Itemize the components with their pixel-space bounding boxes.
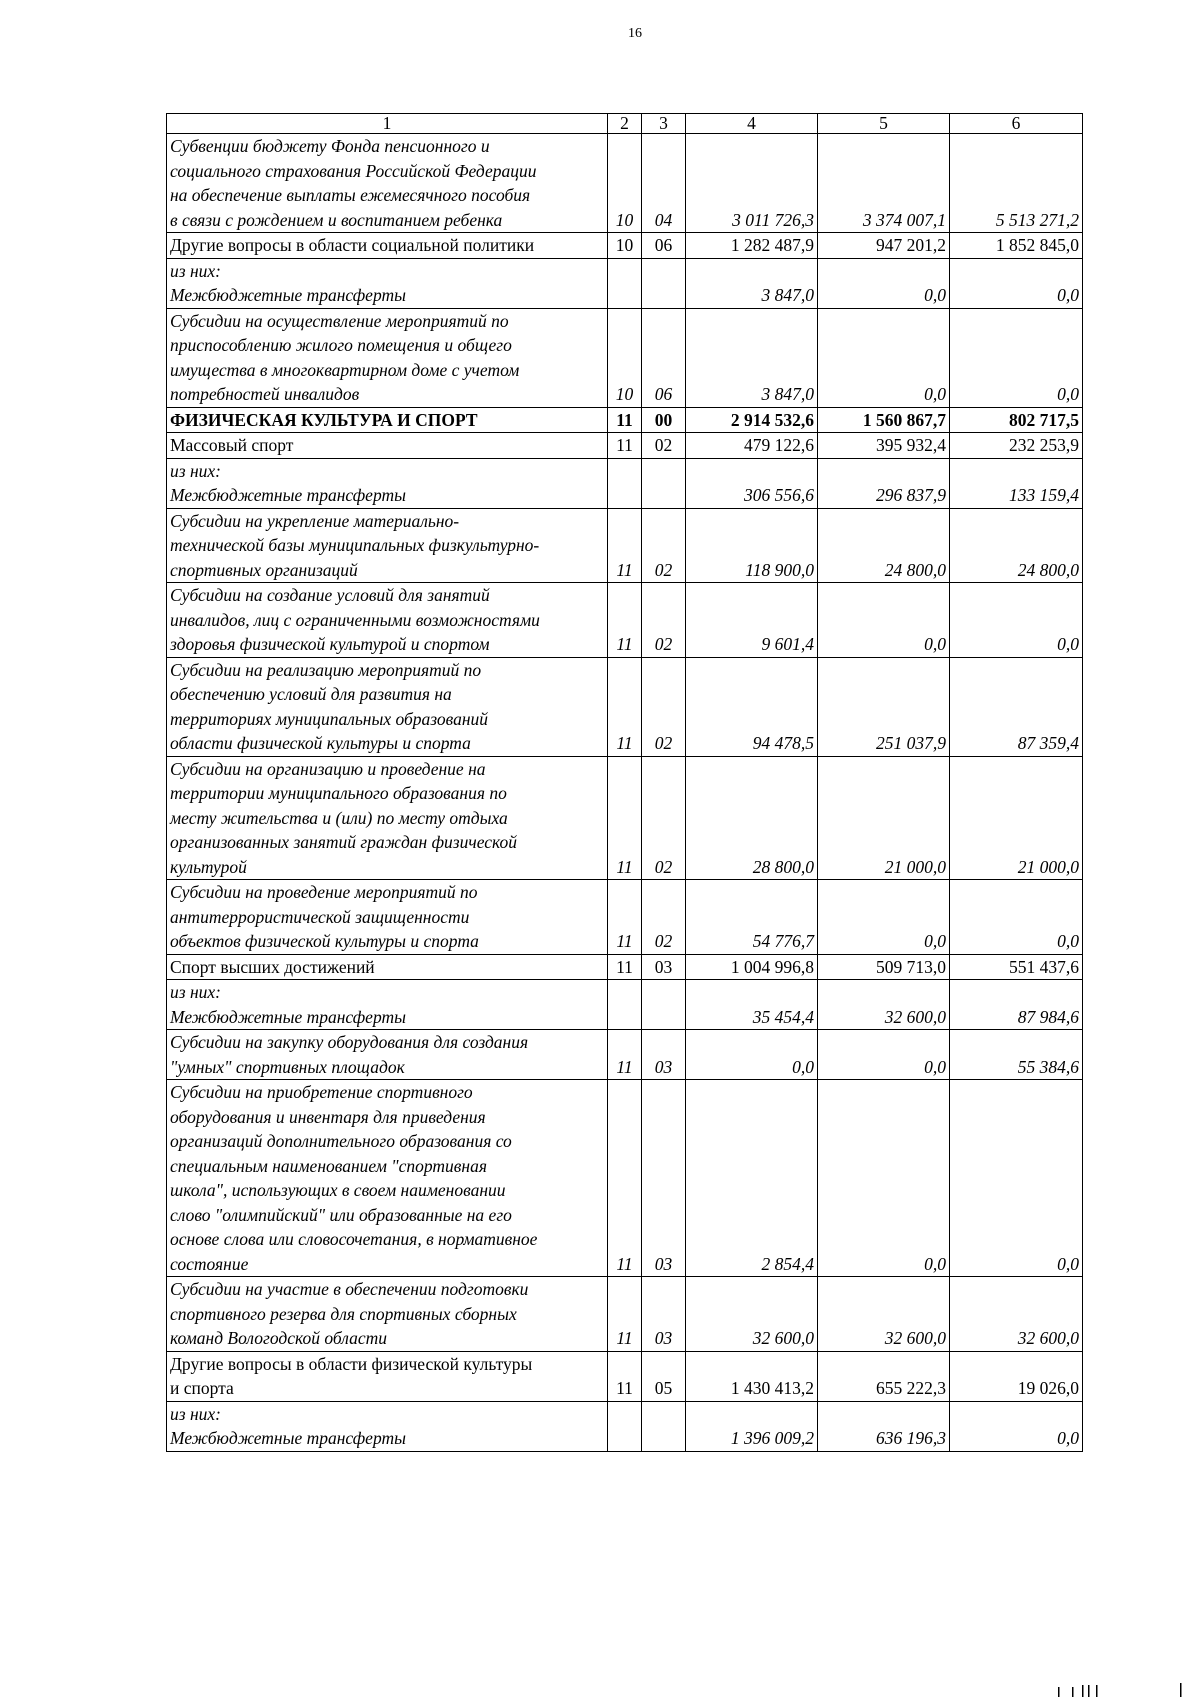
subsection-code: 02 (642, 433, 686, 459)
amount-col-6: 87 359,4 (950, 657, 1083, 756)
section-code: 11 (608, 954, 642, 980)
description-line: Субсидии на создание условий для занятий (170, 585, 490, 605)
description-line: из них: (170, 260, 221, 281)
header-col-5: 5 (818, 114, 950, 134)
header-col-1: 1 (167, 114, 608, 134)
row-description (167, 1080, 608, 1277)
subsection-code: 02 (642, 880, 686, 955)
amount-col-6: 0,0 (950, 1080, 1083, 1277)
amount-col-4: 3 847,0 (686, 308, 818, 407)
amount-col-5: 0,0 (818, 258, 950, 308)
amount-col-6: 133 159,4 (950, 458, 1083, 508)
section-code: 11 (608, 657, 642, 756)
subsection-code: 02 (642, 508, 686, 583)
header-col-6: 6 (950, 114, 1083, 134)
scan-marks-decoration (1048, 1683, 1188, 1697)
table-row (167, 407, 1083, 433)
description-line: обеспечению условий для развития на (170, 684, 452, 704)
description-line: приспособлению жилого помещения и общего (170, 335, 512, 355)
amount-col-5: 947 201,2 (818, 233, 950, 259)
amount-col-4: 0,0 (686, 1030, 818, 1080)
section-code: 11 (608, 433, 642, 459)
header-col-4: 4 (686, 114, 818, 134)
table-row (167, 1030, 1083, 1080)
description-line: Субсидии на приобретение спортивного (170, 1082, 473, 1102)
table-row (167, 1277, 1083, 1352)
table-row (167, 1351, 1083, 1401)
budget-table (166, 113, 1083, 1452)
amount-col-6: 55 384,6 (950, 1030, 1083, 1080)
description-line: территориях муниципальных образований (170, 708, 489, 729)
row-description (167, 657, 608, 756)
row-description (167, 756, 608, 880)
subsection-code: 02 (642, 583, 686, 658)
subsection-code: 02 (642, 657, 686, 756)
row-description (167, 458, 608, 508)
description-line: потребностей инвалидов (170, 384, 360, 404)
amount-col-5: 0,0 (818, 583, 950, 658)
description-line: территории муниципального образования по (170, 783, 507, 803)
section-code: 11 (608, 1351, 642, 1401)
subsection-code (642, 980, 686, 1030)
description-line: Межбюджетные трансферты (170, 1428, 406, 1448)
amount-col-5: 395 932,4 (818, 433, 950, 459)
amount-col-5: 636 196,3 (818, 1401, 950, 1451)
amount-col-5: 21 000,0 (818, 756, 950, 880)
amount-col-6: 232 253,9 (950, 433, 1083, 459)
table-row (167, 1080, 1083, 1277)
amount-col-5: 0,0 (818, 880, 950, 955)
row-description (167, 233, 608, 259)
table-row (167, 508, 1083, 583)
table-row (167, 458, 1083, 508)
section-code (608, 1401, 642, 1451)
description-line: имущества в многоквартирном доме с учетом (170, 359, 520, 380)
subsection-code: 02 (642, 756, 686, 880)
subsection-code: 03 (642, 954, 686, 980)
amount-col-5: 3 374 007,1 (818, 134, 950, 233)
row-description (167, 1030, 608, 1080)
amount-col-4: 2 854,4 (686, 1080, 818, 1277)
section-code (608, 258, 642, 308)
description-line: "умных" спортивных площадок (170, 1056, 405, 1077)
table-row (167, 134, 1083, 233)
amount-col-5: 251 037,9 (818, 657, 950, 756)
amount-col-4: 306 556,6 (686, 458, 818, 508)
subsection-code: 06 (642, 308, 686, 407)
section-code: 10 (608, 134, 642, 233)
description-line: Субсидии на закупку оборудования для создания (170, 1032, 529, 1052)
description-line: Субвенции бюджету Фонда пенсионного и (170, 136, 490, 156)
section-code (608, 458, 642, 508)
description-line: Межбюджетные трансферты (170, 1006, 406, 1027)
subsection-code: 00 (642, 407, 686, 433)
amount-col-6: 24 800,0 (950, 508, 1083, 583)
table-row (167, 1401, 1083, 1451)
amount-col-5: 1 560 867,7 (818, 407, 950, 433)
description-line: области физической культуры и спорта (170, 733, 471, 753)
amount-col-6: 0,0 (950, 308, 1083, 407)
table-row (167, 258, 1083, 308)
section-code (608, 980, 642, 1030)
section-code: 11 (608, 880, 642, 955)
table-row (167, 980, 1083, 1030)
description-line: и спорта (170, 1378, 234, 1398)
subsection-code: 03 (642, 1080, 686, 1277)
row-description (167, 980, 608, 1030)
amount-col-4: 54 776,7 (686, 880, 818, 955)
row-description (167, 134, 608, 233)
description-line: из них: (170, 1403, 221, 1424)
amount-col-4: 2 914 532,6 (686, 407, 818, 433)
amount-col-6: 5 513 271,2 (950, 134, 1083, 233)
row-description (167, 880, 608, 955)
description-line: Субсидии на организацию и проведение на (170, 758, 486, 779)
amount-col-4: 1 282 487,9 (686, 233, 818, 259)
row-description (167, 308, 608, 407)
amount-col-6: 0,0 (950, 1401, 1083, 1451)
table-row (167, 233, 1083, 259)
amount-col-6: 0,0 (950, 583, 1083, 658)
amount-col-6: 802 717,5 (950, 407, 1083, 433)
subsection-code: 05 (642, 1351, 686, 1401)
section-code: 11 (608, 1080, 642, 1277)
table-header-row (167, 114, 1083, 134)
description-line: социального страхования Российской Федерации (170, 160, 537, 181)
subsection-code: 03 (642, 1030, 686, 1080)
description-line: Межбюджетные трансферты (170, 485, 406, 505)
table-row (167, 954, 1083, 980)
description-line: слово "олимпийский" или образованные на его (170, 1204, 512, 1225)
description-line: технической базы муниципальных физкультурно- (170, 535, 540, 555)
table-row (167, 756, 1083, 880)
budget-table-body (167, 114, 1083, 1452)
amount-col-5: 0,0 (818, 308, 950, 407)
amount-col-4: 9 601,4 (686, 583, 818, 658)
subsection-code: 04 (642, 134, 686, 233)
description-line: Субсидии на осуществление мероприятий по (170, 310, 509, 331)
amount-col-5: 509 713,0 (818, 954, 950, 980)
description-line: Субсидии на реализацию мероприятий по (170, 659, 482, 680)
row-description (167, 508, 608, 583)
description-line: Другие вопросы в области социальной политики (170, 235, 535, 255)
description-line: из них: (170, 460, 221, 481)
amount-col-4: 3 847,0 (686, 258, 818, 308)
amount-col-5: 0,0 (818, 1080, 950, 1277)
header-col-2: 2 (608, 114, 642, 134)
description-line: Субсидии на участие в обеспечении подготовки (170, 1279, 529, 1299)
description-line: антитеррористической защищенности (170, 906, 470, 927)
row-description (167, 433, 608, 459)
table-row (167, 880, 1083, 955)
table-row (167, 308, 1083, 407)
description-line: спортивных организаций (170, 559, 358, 580)
row-description (167, 954, 608, 980)
description-line: Спорт высших достижений (170, 956, 375, 977)
amount-col-5: 0,0 (818, 1030, 950, 1080)
description-line: Массовый спорт (170, 435, 294, 455)
amount-col-4: 479 122,6 (686, 433, 818, 459)
description-line: Другие вопросы в области физической культуры (170, 1353, 533, 1374)
amount-col-6: 0,0 (950, 258, 1083, 308)
amount-col-4: 1 396 009,2 (686, 1401, 818, 1451)
amount-col-4: 32 600,0 (686, 1277, 818, 1352)
table-row (167, 433, 1083, 459)
table-row (167, 583, 1083, 658)
amount-col-4: 94 478,5 (686, 657, 818, 756)
description-line: в связи с рождением и воспитанием ребенка (170, 209, 503, 230)
amount-col-5: 296 837,9 (818, 458, 950, 508)
section-code: 11 (608, 1277, 642, 1352)
subsection-code (642, 258, 686, 308)
section-code: 11 (608, 508, 642, 583)
amount-col-6: 87 984,6 (950, 980, 1083, 1030)
description-line: культурой (170, 856, 247, 877)
amount-col-6: 19 026,0 (950, 1351, 1083, 1401)
amount-col-6: 21 000,0 (950, 756, 1083, 880)
amount-col-5: 32 600,0 (818, 980, 950, 1030)
row-description (167, 1277, 608, 1352)
section-code: 11 (608, 756, 642, 880)
amount-col-6: 0,0 (950, 880, 1083, 955)
description-line: из них: (170, 982, 221, 1002)
header-col-3: 3 (642, 114, 686, 134)
amount-col-5: 32 600,0 (818, 1277, 950, 1352)
subsection-code: 06 (642, 233, 686, 259)
description-line: инвалидов, лиц с ограниченными возможностями (170, 609, 540, 630)
description-line: организаций дополнительного образования со (170, 1131, 512, 1151)
amount-col-6: 32 600,0 (950, 1277, 1083, 1352)
page-number: 16 (628, 26, 642, 41)
amount-col-4: 28 800,0 (686, 756, 818, 880)
description-line: организованных занятий граждан физической (170, 832, 518, 852)
table-row (167, 657, 1083, 756)
amount-col-5: 24 800,0 (818, 508, 950, 583)
description-line: школа", использующих в своем наименовании (170, 1180, 506, 1200)
subsection-code: 03 (642, 1277, 686, 1352)
description-line: спортивного резерва для спортивных сборных (170, 1303, 517, 1324)
description-line: основе слова или словосочетания, в нормативное (170, 1229, 538, 1249)
section-code: 10 (608, 308, 642, 407)
row-description (167, 258, 608, 308)
row-description (167, 1401, 608, 1451)
description-line: специальным наименованием "спортивная (170, 1155, 487, 1176)
subsection-code (642, 458, 686, 508)
description-line: месту жительства и (или) по месту отдыха (170, 807, 508, 828)
description-line: Субсидии на укрепление материально- (170, 510, 460, 531)
amount-col-6: 551 437,6 (950, 954, 1083, 980)
description-line: Межбюджетные трансферты (170, 285, 406, 305)
description-line: оборудования и инвентаря для приведения (170, 1106, 486, 1127)
section-code: 11 (608, 583, 642, 658)
description-line: Субсидии на проведение мероприятий по (170, 882, 478, 902)
description-line: команд Вологодской области (170, 1328, 388, 1348)
subsection-code (642, 1401, 686, 1451)
amount-col-4: 3 011 726,3 (686, 134, 818, 233)
amount-col-6: 1 852 845,0 (950, 233, 1083, 259)
description-line: на обеспечение выплаты ежемесячного пособия (170, 185, 531, 205)
amount-col-4: 1 430 413,2 (686, 1351, 818, 1401)
amount-col-4: 118 900,0 (686, 508, 818, 583)
row-description (167, 407, 608, 433)
description-line: здоровья физической культурой и спортом (170, 634, 490, 654)
row-description (167, 1351, 608, 1401)
amount-col-5: 655 222,3 (818, 1351, 950, 1401)
section-code: 10 (608, 233, 642, 259)
amount-col-4: 35 454,4 (686, 980, 818, 1030)
description-line: состояние (170, 1253, 249, 1274)
row-description (167, 583, 608, 658)
description-line: ФИЗИЧЕСКАЯ КУЛЬТУРА И СПОРТ (170, 409, 478, 430)
section-code: 11 (608, 407, 642, 433)
description-line: объектов физической культуры и спорта (170, 931, 479, 951)
amount-col-4: 1 004 996,8 (686, 954, 818, 980)
section-code: 11 (608, 1030, 642, 1080)
